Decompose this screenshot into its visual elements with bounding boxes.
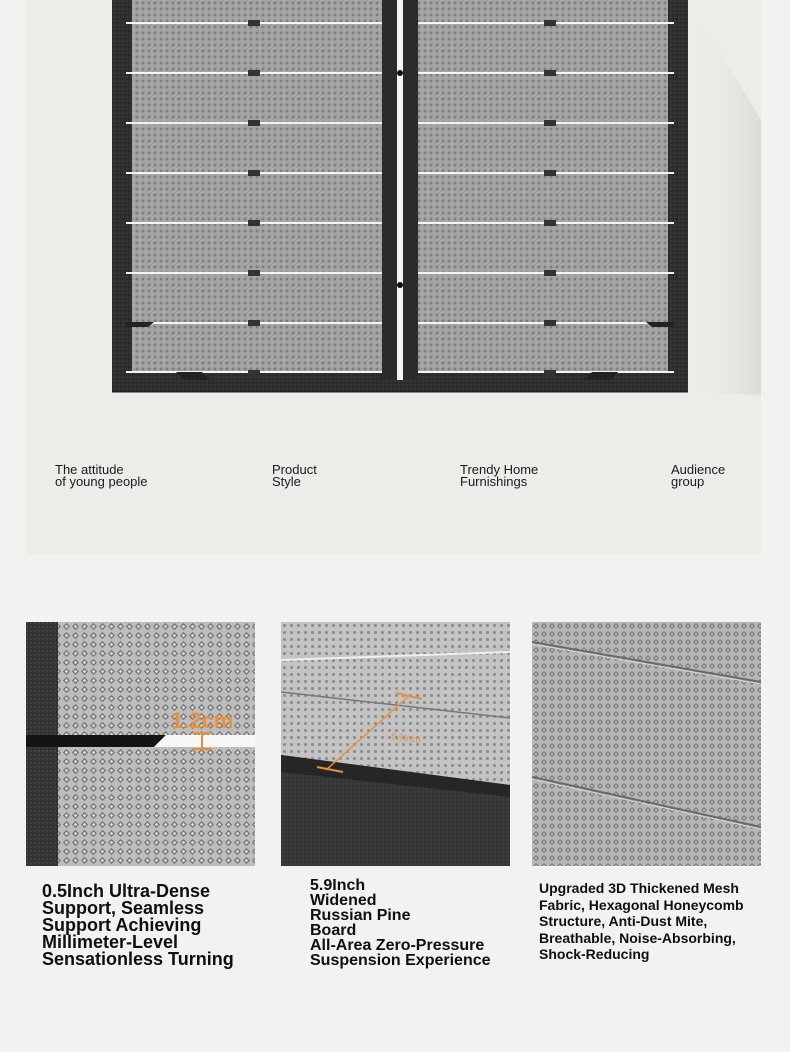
feature-line: Suspension Experience — [310, 952, 491, 969]
feature-line: Widened — [310, 892, 377, 909]
caption-line: Trendy Home — [460, 462, 539, 477]
feature-line: Fabric, Hexagonal Honeycomb — [539, 896, 744, 913]
detail-image-board — [281, 622, 510, 866]
board-dimension-label: 5.9Inch — [390, 731, 422, 746]
caption-trendy-home — [460, 464, 538, 488]
feature-line: Millimeter-Level — [42, 932, 179, 952]
caption-line: of young people — [55, 474, 148, 489]
feature-line: Russian Pine — [310, 907, 411, 924]
feature-line: All-Area Zero-Pressure — [310, 937, 485, 954]
feature-text-mesh — [539, 880, 744, 963]
caption-line: Style — [272, 474, 301, 489]
detail-image-mesh — [532, 622, 761, 866]
caption-line: Audience — [671, 462, 726, 477]
caption-audience — [671, 464, 725, 488]
feature-text-board — [310, 878, 491, 968]
caption-line: Product — [272, 462, 317, 477]
feature-line: Support, Seamless — [42, 898, 205, 918]
caption-line: The attitude — [55, 462, 124, 477]
left-mesh-panel — [132, 0, 382, 372]
feature-line: Board — [310, 922, 357, 939]
gap-dimension-label: 1.2cm — [171, 708, 234, 733]
caption-attitude — [55, 464, 148, 488]
caption-line: group — [671, 474, 705, 489]
feature-line: Support Achieving — [42, 915, 202, 935]
feature-line: 5.9Inch — [310, 877, 366, 894]
feature-line: Breathable, Noise-Absorbing, — [539, 929, 736, 946]
right-mesh-panel — [418, 0, 668, 372]
feature-text-support — [42, 883, 234, 968]
caption-line: Furnishings — [460, 474, 528, 489]
hero-panel — [26, 0, 761, 555]
caption-product-style — [272, 464, 317, 488]
feature-line: Sensationless Turning — [42, 949, 234, 969]
feature-line: Upgraded 3D Thickened Mesh — [539, 880, 739, 896]
feature-line: Shock-Reducing — [539, 946, 650, 962]
feature-line: 0.5Inch Ultra-Dense — [42, 881, 211, 901]
detail-image-gap — [26, 622, 255, 866]
feature-line: Structure, Anti-Dust Mite, — [539, 913, 708, 929]
